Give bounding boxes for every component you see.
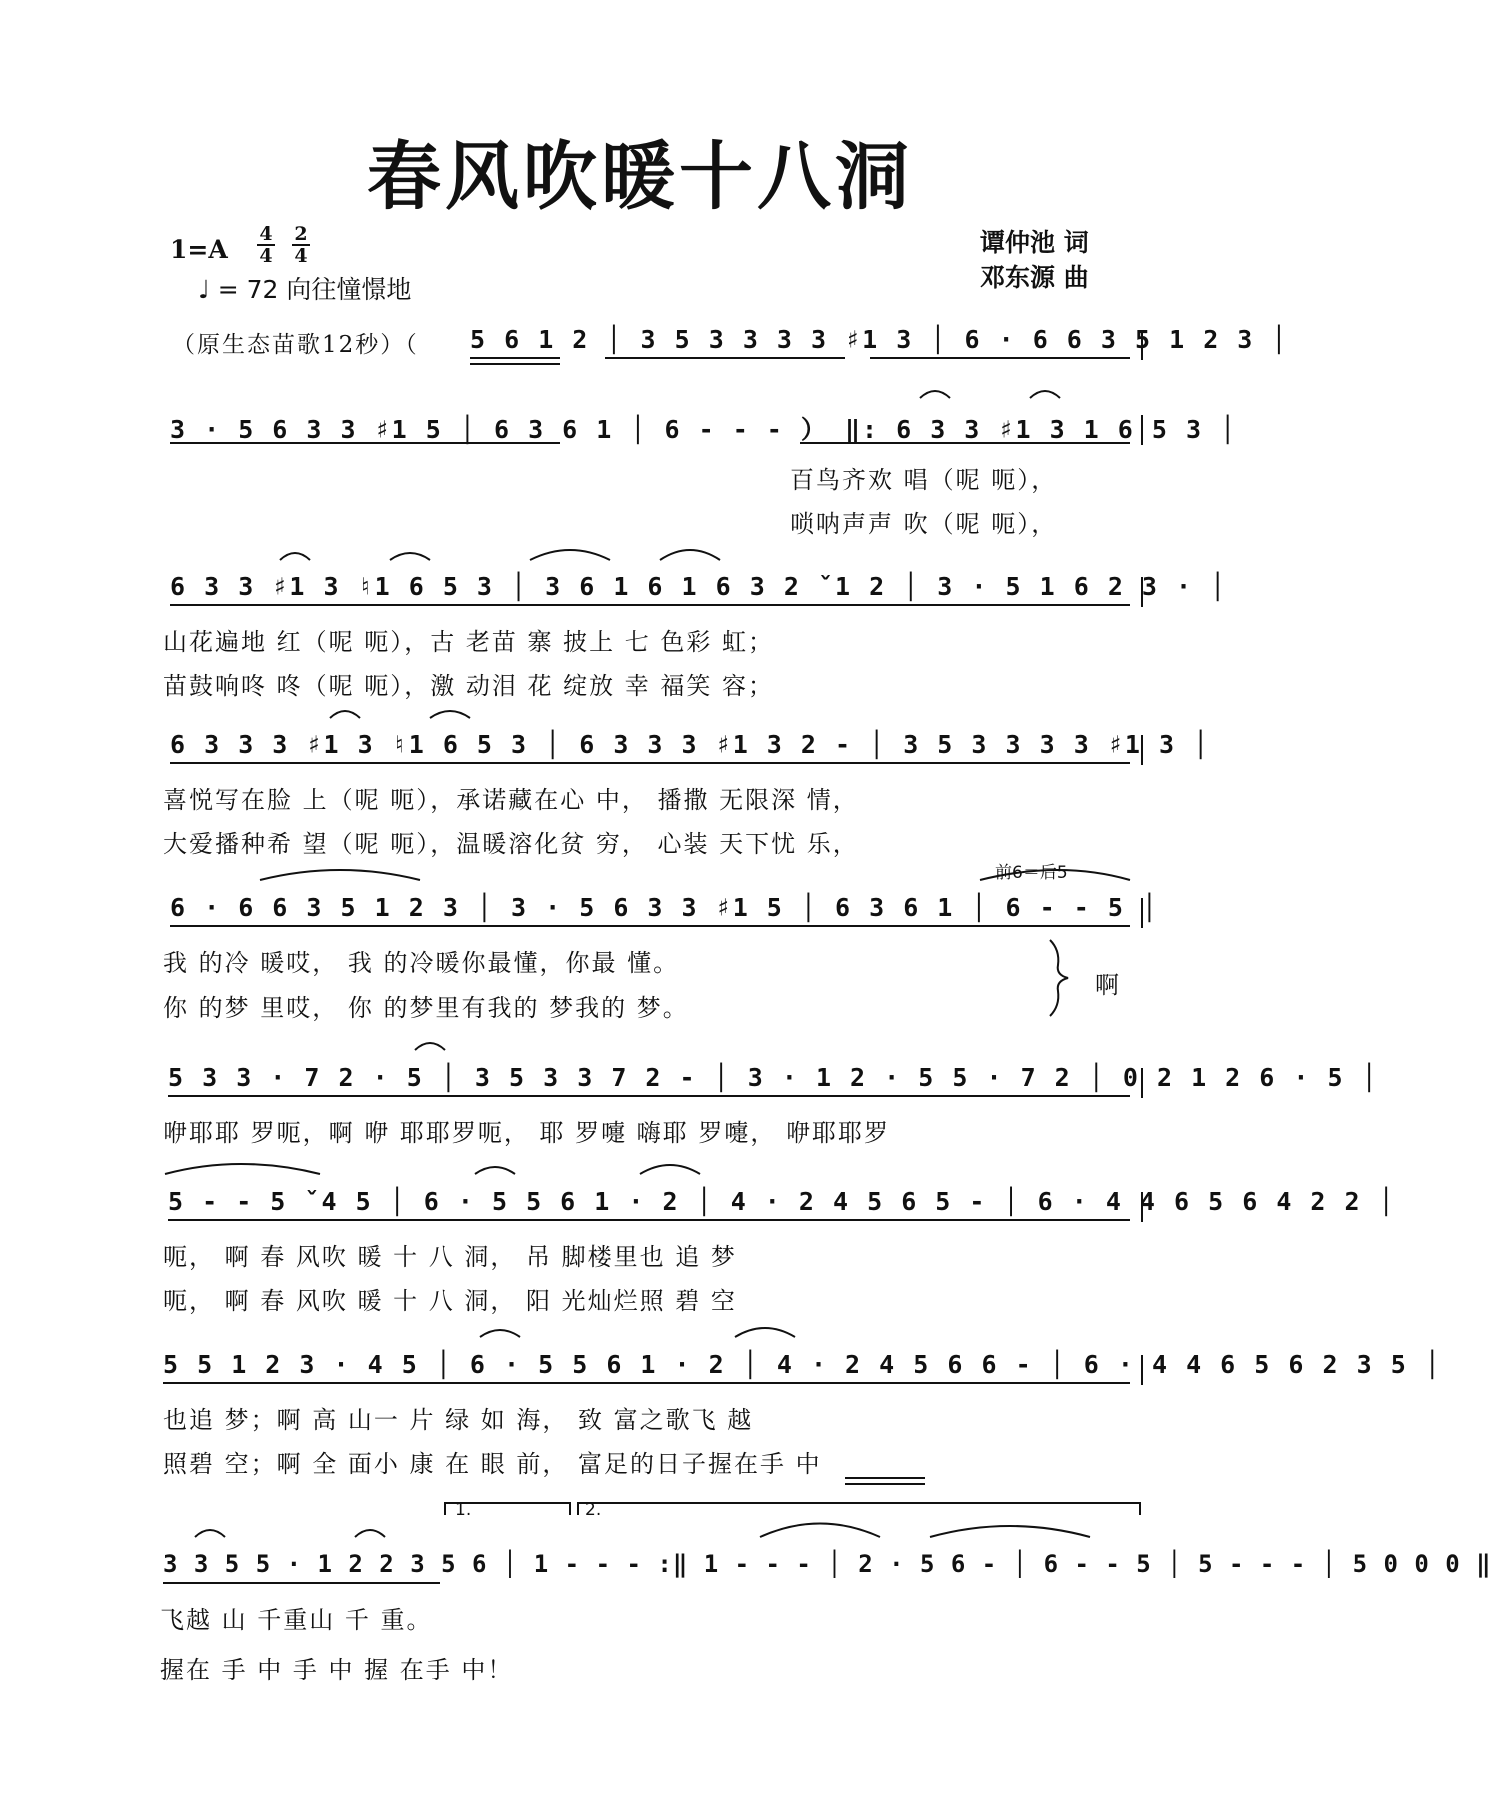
slur	[1030, 391, 1060, 398]
slur	[930, 1526, 1090, 1537]
song-title: 春风吹暖十八洞	[367, 134, 913, 220]
lyric-line-7-verse-1: 呃， 啊 春 风吹 暖 十 八 洞， 吊 脚楼里也 追 梦	[163, 1243, 737, 1271]
slur	[165, 1164, 320, 1174]
slur	[390, 553, 430, 560]
time-sig-denominator: 4	[259, 245, 273, 267]
staff-line-9: 3 3 5 5 · 1 2 2 3 5 6 │ 1 - - - :‖ 1 - - - │ 2 · 5 6 - │ 6 - - 5 │ 5 - - - │ 5 0 0 0 ‖	[163, 1550, 1492, 1578]
side-lyric-ah: 啊	[1095, 971, 1121, 999]
lyricist-credit: 谭仲池 词	[980, 228, 1089, 257]
staff-line-7: 5 - - 5 ˇ4 5 │ 6 · 5 5 6 1 · 2 │ 4 · 2 4 5 6 5 - │ 6 · 4 4 6 5 6 4 2 2 │	[168, 1187, 1396, 1216]
slur	[415, 1043, 445, 1050]
slur	[735, 1328, 795, 1337]
staff-line-6: 5 3 3 · 7 2 · 5 │ 3 5 3 3 7 2 - │ 3 · 1 2 · 5 5 · 7 2 │ 0 2 1 2 6 · 5 │	[168, 1063, 1379, 1092]
volta-2-label: 2.	[585, 1500, 602, 1520]
lyric-line-9-verse-2: 握在 手 中 手 中 握 在手 中！	[160, 1656, 514, 1684]
staff-line-1: 5 6 1 2 │ 3 5 3 3 3 3 ♯1 3 │ 6 · 6 6 3 5 1 2 3 │	[470, 325, 1289, 354]
slur	[280, 553, 310, 560]
slur	[260, 870, 420, 880]
slur	[660, 550, 720, 560]
tempo-marking: ♩ = 72 向往憧憬地	[198, 275, 412, 304]
staff-line-3: 6 3 3 ♯1 3 ♮1 6 5 3 │ 3 6 1 6 1 6 3 2 ˇ1 2 │ 3 · 5 1 6 2 3 · │	[170, 572, 1228, 601]
staff-line-5: 6 · 6 6 3 5 1 2 3 │ 3 · 5 6 3 3 ♯1 5 │ 6 3 6 1 │ 6 - - 5 │	[170, 893, 1159, 922]
slur	[330, 711, 360, 718]
lyric-line-3-verse-2: 苗鼓响咚 咚（呢 呃），激 动泪 花 绽放 幸 福笑 容；	[163, 672, 775, 700]
time-sig-numerator: 4	[259, 223, 273, 245]
time-sig-denominator: 4	[294, 245, 308, 267]
volta-1-label: 1.	[455, 1500, 472, 1520]
lyric-line-8-verse-1: 也追 梦；啊 高 山一 片 绿 如 海， 致 富之歌飞 越	[163, 1406, 754, 1434]
lyric-line-7-verse-2: 呃， 啊 春 风吹 暖 十 八 洞， 阳 光灿烂照 碧 空	[163, 1287, 737, 1315]
lyric-line-2-verse-2: 唢呐声声 吹（呢 呃），	[790, 510, 1058, 538]
intro-note: （原生态苗歌12秒）（	[172, 332, 419, 358]
staff-line-4: 6 3 3 3 ♯1 3 ♮1 6 5 3 │ 6 3 3 3 ♯1 3 2 - │ 3 5 3 3 3 3 ♯1 3 │	[170, 730, 1211, 759]
key-signature: 1=A	[170, 235, 228, 264]
lyric-line-4-verse-1: 喜悦写在脸 上（呢 呃），承诺藏在心 中， 播撒 无限深 情，	[163, 786, 859, 814]
lyric-line-3-verse-1: 山花遍地 红（呢 呃），古 老苗 寨 披上 七 色彩 虹；	[163, 628, 775, 656]
brace	[1050, 940, 1068, 1016]
staff-line-2: 3 · 5 6 3 3 ♯1 5 │ 6 3 6 1 │ 6 - - - ） ‖: 6 3 3 ♯1 3 1 6 5 3 │	[170, 415, 1238, 444]
time-sig-numerator: 2	[294, 223, 308, 245]
slur	[640, 1165, 700, 1174]
slur	[355, 1530, 385, 1537]
slur	[980, 870, 1130, 880]
slur	[480, 1330, 520, 1337]
lyric-line-5-verse-1: 我 的冷 暖哎， 我 的冷暖你最懂，你最 懂。	[163, 949, 680, 977]
lyric-line-2-verse-1: 百鸟齐欢 唱（呢 呃），	[790, 466, 1058, 494]
slur	[760, 1524, 880, 1538]
lyric-line-8-verse-2: 照碧 空；啊 全 面小 康 在 眼 前， 富足的日子握在手 中	[163, 1450, 822, 1478]
lyric-line-9-verse-1: 飞越 山 千重山 千 重。	[160, 1606, 433, 1634]
lyric-line-4-verse-2: 大爱播种希 望（呢 呃），温暖溶化贫 穷， 心装 天下忧 乐，	[163, 830, 859, 858]
lyric-line-5-verse-2: 你 的梦 里哎， 你 的梦里有我的 梦我的 梦。	[163, 994, 689, 1022]
slur	[430, 711, 470, 718]
slur	[920, 391, 950, 398]
slur	[195, 1530, 225, 1537]
staff-line-8: 5 5 1 2 3 · 4 5 │ 6 · 5 5 6 1 · 2 │ 4 · 2 4 5 6 6 - │ 6 · 4 4 6 5 6 2 3 5 │	[163, 1350, 1442, 1379]
slur	[530, 550, 610, 560]
volta-bracket-2	[578, 1503, 1140, 1515]
volta-bracket-1	[445, 1503, 570, 1515]
modulation-annotation: 前6＝后5	[995, 863, 1068, 883]
lyric-line-6: 咿耶耶 罗呃，啊 咿 耶耶罗呃， 耶 罗嚏 嗨耶 罗嚏， 咿耶耶罗	[163, 1119, 891, 1147]
composer-credit: 邓东源 曲	[980, 263, 1089, 292]
slur	[475, 1167, 515, 1174]
